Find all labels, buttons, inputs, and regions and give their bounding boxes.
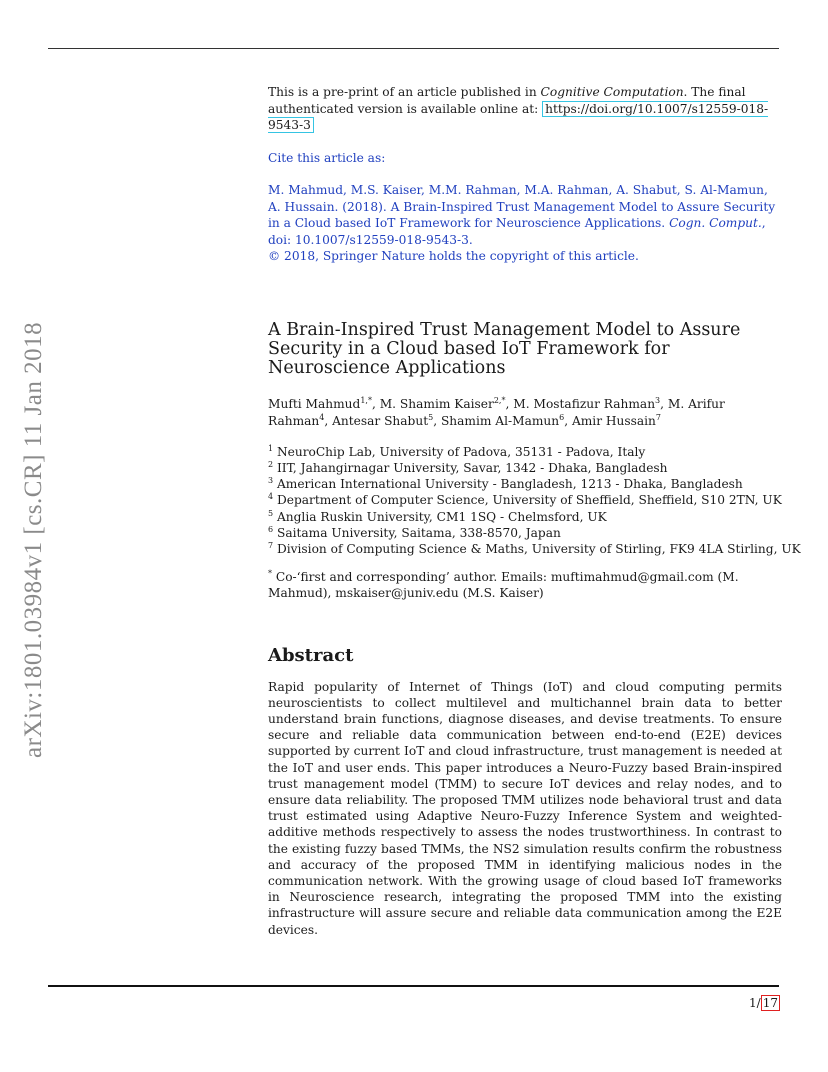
- citation-block: [268, 182, 782, 265]
- affiliation-number: 6: [268, 524, 274, 534]
- arxiv-side-stamp: arXiv:1801.03984v1 [cs.CR] 11 Jan 2018: [20, 321, 47, 758]
- affiliation-text: Division of Computing Science & Maths, University of Stirling, FK9 4LA Stirling, UK: [273, 542, 801, 557]
- author-name: Shamim Al-Mamun: [440, 413, 560, 428]
- copyright-line: © 2018, Springer Nature holds the copyright of this article.: [268, 249, 639, 263]
- author-list: Mufti Mahmud$^{1,*}$, M. Shamim Kaiser$^{2,*}$, M. Mostafizur Rahman$^3$, M. Arifur Rahman$^4$, Antesar Shabut$^5$, Shamim Al-Mamun$^6$, Amir Hussain$^7$: [268, 395, 725, 428]
- author-name: Mufti Mahmud: [268, 396, 361, 411]
- abstract-heading: Abstract: [268, 644, 354, 666]
- affiliation-number: 5: [268, 508, 274, 518]
- bottom-rule: [48, 985, 779, 987]
- affiliation-item: [268, 541, 801, 557]
- affiliation-item: [268, 509, 782, 525]
- abstract-text: Rapid popularity of Internet of Things (IoT) and cloud computing permits neuroscientists to collect multilevel and multichannel brain data to better understand brain functions, diagnose diseases, and devise treatments. To ensure secure and reliable data communication between end-to-end (E2E) devices supported by current IoT and cloud infrastructure, trust management is needed at the IoT and user ends. This paper introduces a Neuro-Fuzzy based Brain-inspired trust management model (TMM) to secure IoT devices and relay nodes, and to ensure data reliability. The proposed TMM utilizes node behavioral trust and data trust estimated using Adaptive Neuro-Fuzzy Inference System and weighted-additive methods respectively to assess the nodes trustworthiness. In contrast to the existing fuzzy based TMMs, the NS2 simulation results confirm the robustness and accuracy of the proposed TMM in identifying malicious nodes in the communication network. With the growing usage of cloud based IoT frameworks in Neuroscience research, integrating the proposed TMM into the existing infrastructure will assure secure and reliable data communication among the E2E devices.: [268, 679, 782, 937]
- top-rule: [48, 48, 779, 49]
- preprint-notice: This is a pre-print of an article published in Cognitive Computation. The final authenticated version is available online at: https://doi.org/10.1007/s12559-018-9543-3: [268, 85, 769, 132]
- affiliation-item: [268, 492, 782, 508]
- total-pages-link[interactable]: 17: [762, 996, 778, 1010]
- affiliation-list: [268, 443, 801, 558]
- affiliation-number: 3: [268, 476, 274, 486]
- doi-link[interactable]: https://doi.org/10.1007/s12559-018-9543-3: [268, 101, 769, 132]
- journal-name: Cognitive Computation: [540, 85, 684, 99]
- paper-title: A Brain-Inspired Trust Management Model to Assure Security in a Cloud based IoT Framework for Neuroscience Applications: [268, 319, 741, 378]
- author-affiliation-mark: 6: [559, 412, 565, 422]
- author-affiliation-mark: 4: [319, 412, 325, 422]
- affiliation-text: Anglia Ruskin University, CM1 1SQ - Chelmsford, UK: [273, 509, 607, 524]
- affiliation-item: [268, 476, 782, 492]
- affiliation-number: 7: [268, 541, 274, 551]
- citation-text: M. Mahmud, M.S. Kaiser, M.M. Rahman, M.A. Rahman, A. Shabut, S. Al-Mamun, A. Hussain. (2018). A Brain-Inspired Trust Management Model to Assure Security in a Cloud based IoT Framework for Neuroscience Applications. Cogn. Comput., doi: 10.1007/s12559-018-9543-3.: [268, 183, 776, 247]
- affiliation-number: 1: [268, 443, 274, 453]
- author-name: M. Shamim Kaiser: [379, 396, 494, 411]
- cite-label: Cite this article as:: [268, 150, 386, 165]
- author-affiliation-mark: 5: [428, 412, 434, 422]
- corresponding-note: * Co-‘first and corresponding’ author. Emails: muftimahmud@gmail.com (M. Mahmud), mskaiser@juniv.edu (M.S. Kaiser): [268, 568, 739, 601]
- author-affiliation-mark: 3: [655, 395, 661, 405]
- affiliation-text: American International University - Bangladesh, 1213 - Dhaka, Bangladesh: [273, 477, 743, 492]
- author-name: M. Mostafizur Rahman: [513, 396, 656, 411]
- affiliation-text: IIT, Jahangirnagar University, Savar, 1342 - Dhaka, Bangladesh: [273, 460, 668, 475]
- affiliation-number: 2: [268, 459, 274, 469]
- affiliation-item: [268, 444, 782, 460]
- affiliation-text: NeuroChip Lab, University of Padova, 35131 - Padova, Italy: [273, 444, 646, 459]
- author-name: Amir Hussain: [571, 413, 656, 428]
- author-affiliation-mark: 2,*: [493, 395, 506, 405]
- affiliation-text: Department of Computer Science, University of Sheffield, Sheffield, S10 2TN, UK: [273, 493, 782, 508]
- page-number: 1/ 17: [749, 996, 778, 1010]
- affiliation-item: [268, 460, 782, 476]
- author-affiliation-mark: 1,*: [360, 395, 372, 405]
- affiliation-number: 4: [268, 492, 274, 502]
- affiliation-item: [268, 525, 782, 541]
- author-affiliation-mark: 7: [655, 412, 662, 422]
- page-content: [268, 84, 801, 938]
- author-name: Antesar Shabut: [332, 413, 429, 428]
- affiliation-text: Saitama University, Saitama, 338-8570, Japan: [273, 525, 561, 540]
- author-name: M. Arifur Rahman: [268, 396, 725, 428]
